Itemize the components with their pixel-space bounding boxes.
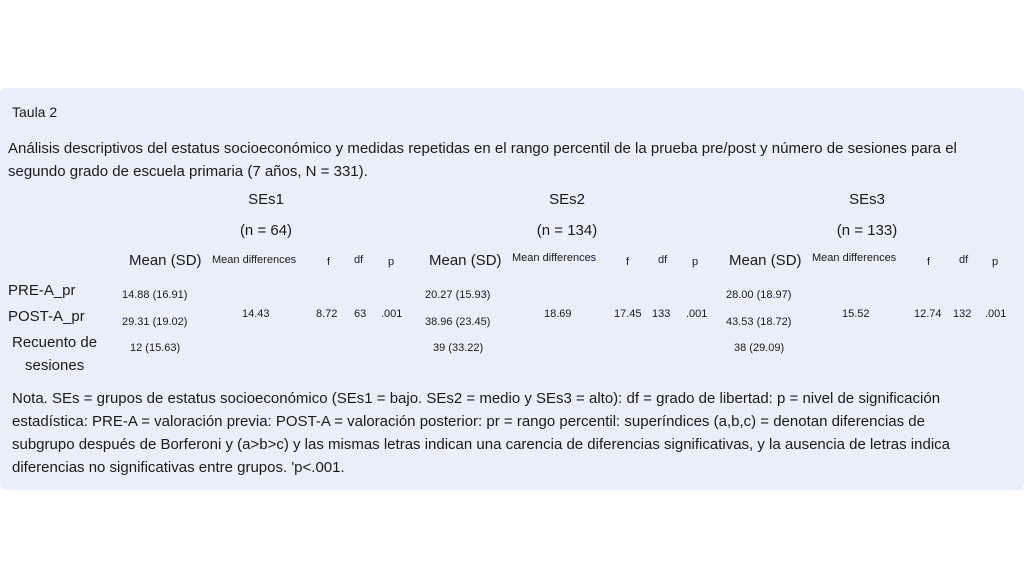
cell-g3-mean-diff: 15.52 — [842, 308, 870, 320]
col-df-3: df — [959, 254, 969, 266]
col-p-3: p — [992, 256, 999, 268]
group-2-n: (n = 134) — [536, 222, 598, 239]
caption-line-1: Análisis descriptivos del estatus socioeconómico y medidas repetidas en el rango percentil de la prueba pre/post y número de sesiones para el — [8, 140, 957, 157]
group-1-n: (n = 64) — [239, 222, 293, 239]
cell-g3-pre: 28.00 (18.97) — [726, 289, 792, 301]
cell-g1-sessions: 12 (15.63) — [130, 342, 181, 354]
note-line-3: subgrupo después de Borferoni y (a>b>c) y las mismas letras indican una carencia de diferencias significativas, y la ausencia de letras indica — [12, 436, 950, 453]
group-3-name: SEs3 — [849, 191, 885, 208]
col-mean-diff-3: Mean differences — [812, 252, 897, 264]
note-line-1: Nota. SEs = grupos de estatus socioeconómico (SEs1 = bajo. SEs2 = medio y SEs3 = alto): df = grado de libertad: p = nivel de significación — [12, 390, 941, 407]
col-f-2: f — [626, 256, 630, 268]
cell-g1-p: .001 — [381, 308, 403, 320]
row-label-pre: PRE-A_pr — [8, 282, 76, 299]
table-label: Taula 2 — [12, 104, 58, 120]
cell-g3-df: 132 — [953, 308, 972, 320]
cell-g2-post: 38.96 (23.45) — [425, 316, 491, 328]
row-label-post: POST-A_pr — [8, 308, 85, 325]
cell-g2-pre: 20.27 (15.93) — [425, 289, 491, 301]
row-label-sessions-2: sesiones — [25, 357, 85, 374]
col-mean-diff-2: Mean differences — [512, 252, 597, 264]
note-line-2: estadística: PRE-A = valoración previa: POST-A = valoración posterior: pr = rango percentil: superíndices (a,b,c) = denotan diferencias de — [12, 413, 925, 430]
col-f-3: f — [927, 256, 931, 268]
caption-line-2: segundo grado de escuela primaria (7 años, N = 331). — [8, 163, 368, 180]
col-mean-diff-1: Mean differences — [212, 254, 297, 266]
note-line-4: diferencias no significativas entre grupos. 'p<.001. — [12, 459, 345, 476]
col-p-1: p — [388, 256, 395, 268]
cell-g2-mean-diff: 18.69 — [544, 308, 572, 320]
cell-g1-mean-diff: 14.43 — [242, 308, 270, 320]
col-df-1: df — [354, 254, 364, 266]
col-f-1: f — [327, 256, 331, 268]
cell-g3-post: 43.53 (18.72) — [726, 316, 792, 328]
cell-g2-f: 17.45 — [614, 308, 642, 320]
cell-g2-df: 133 — [652, 308, 671, 320]
cell-g1-pre: 14.88 (16.91) — [122, 289, 188, 301]
group-3-n: (n = 133) — [836, 222, 898, 239]
cell-g1-post: 29.31 (19.02) — [122, 316, 188, 328]
col-p-2: p — [692, 256, 699, 268]
cell-g1-f: 8.72 — [316, 308, 338, 320]
cell-g2-p: .001 — [686, 308, 708, 320]
cell-g3-sessions: 38 (29.09) — [734, 342, 785, 354]
cell-g2-sessions: 39 (33.22) — [433, 342, 484, 354]
cell-g3-p: .001 — [985, 308, 1007, 320]
col-df-2: df — [658, 254, 668, 266]
group-2-name: SEs2 — [549, 191, 585, 208]
cell-g3-f: 12.74 — [914, 308, 942, 320]
col-mean-sd-1: Mean (SD) — [129, 252, 202, 269]
cell-g1-df: 63 — [354, 308, 367, 320]
row-label-sessions-1: Recuento de — [12, 334, 98, 351]
group-1-name: SEs1 — [248, 191, 284, 208]
col-mean-sd-3: Mean (SD) — [729, 252, 802, 269]
col-mean-sd-2: Mean (SD) — [429, 252, 502, 269]
